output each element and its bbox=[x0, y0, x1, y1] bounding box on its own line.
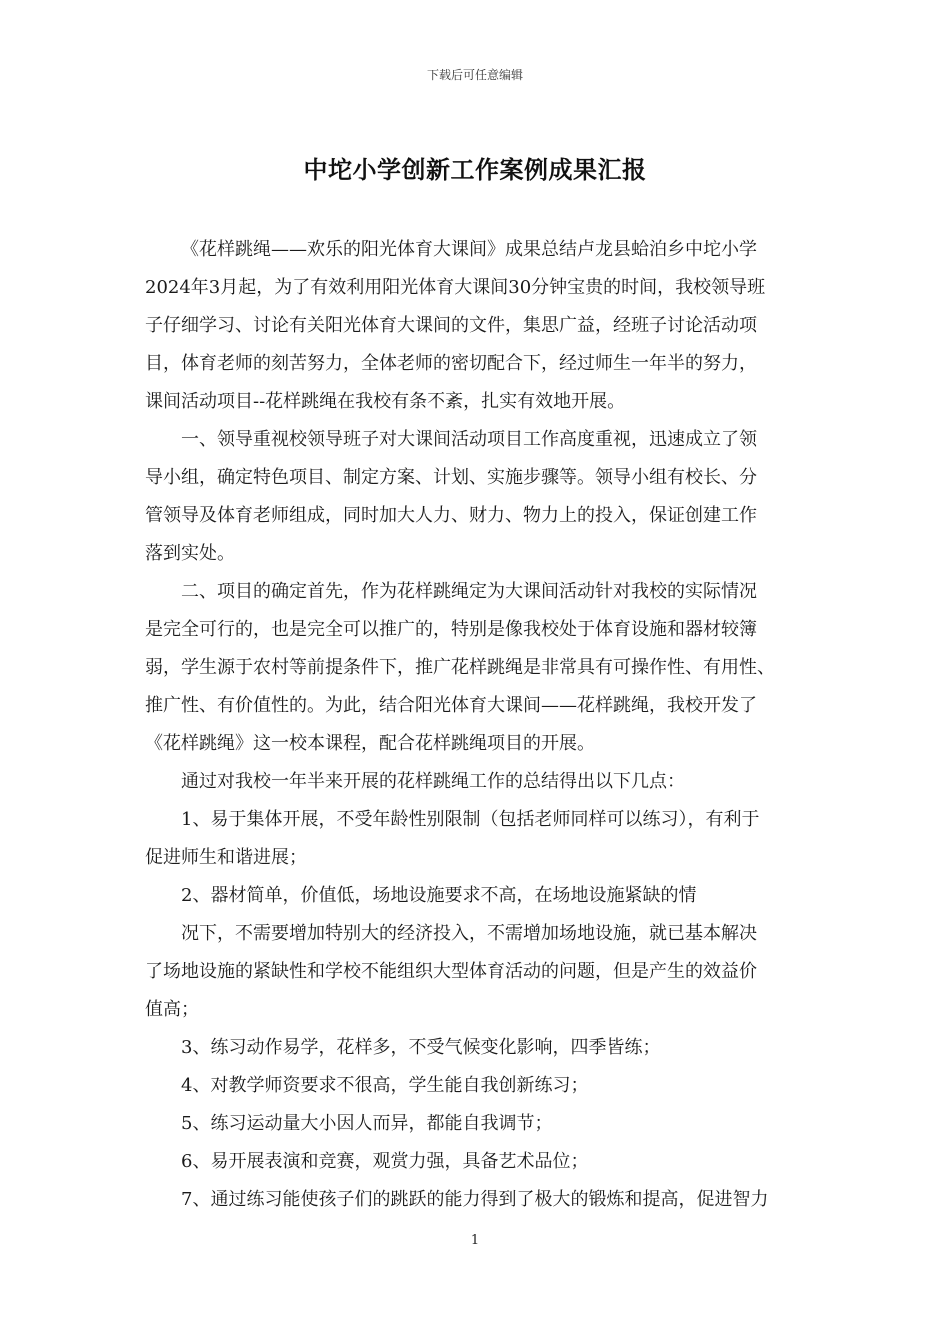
paragraph-line: 是完全可行的，也是完全可以推广的，特别是像我校处于体育设施和器材较簿 bbox=[145, 619, 757, 640]
paragraph-line: 推广性、有价值性的。为此，结合阳光体育大课间——花样跳绳，我校开发了 bbox=[145, 695, 757, 716]
list-item-line: 3、练习动作易学，花样多，不受气候变化影响，四季皆练； bbox=[181, 1037, 661, 1058]
document-title: 中坨小学创新工作案例成果汇报 bbox=[303, 155, 647, 184]
paragraph-line: 管领导及体育老师组成，同时加大人力、财力、物力上的投入，保证创建工作 bbox=[145, 505, 757, 526]
list-item-line: 7、通过练习能使孩子们的跳跃的能力得到了极大的锻炼和提高，促进智力 bbox=[181, 1189, 769, 1210]
list-item-line: 值高； bbox=[145, 999, 199, 1020]
paragraph-line: 课间活动项目--花样跳绳在我校有条不紊，扎实有效地开展。 bbox=[145, 391, 626, 412]
paragraph-line: 二、项目的确定首先，作为花样跳绳定为大课间活动针对我校的实际情况 bbox=[181, 581, 757, 602]
header-note: 下载后可任意编辑 bbox=[426, 68, 523, 82]
paragraph-line: 通过对我校一年半来开展的花样跳绳工作的总结得出以下几点： bbox=[181, 771, 685, 792]
page-number: 1 bbox=[470, 1233, 480, 1248]
paragraph-line: 《花样跳绳》这一校本课程，配合花样跳绳项目的开展。 bbox=[145, 733, 595, 754]
list-item-line: 6、易开展表演和竞赛，观赏力强，具备艺术品位； bbox=[181, 1151, 589, 1172]
paragraph-line: 2024年3月起，为了有效利用阳光体育大课间30分钟宝贵的时间，我校领导班 bbox=[145, 277, 766, 298]
list-item-line: 1、易于集体开展，不受年龄性别限制（包括老师同样可以练习），有利于 bbox=[181, 809, 760, 830]
document-body bbox=[145, 231, 821, 1219]
list-item-line: 促进师生和谐进展； bbox=[145, 847, 307, 868]
paragraph-line: 一、领导重视校领导班子对大课间活动项目工作高度重视，迅速成立了领 bbox=[181, 429, 757, 450]
list-item-line: 了场地设施的紧缺性和学校不能组织大型体育活动的问题，但是产生的效益价 bbox=[145, 961, 757, 982]
paragraph-line: 子仔细学习、讨论有关阳光体育大课间的文件，集思广益，经班子讨论活动项 bbox=[145, 315, 757, 336]
paragraph-line: 导小组，确定特色项目、制定方案、计划、实施步骤等。领导小组有校长、分 bbox=[145, 467, 757, 488]
paragraph-line: 落到实处。 bbox=[145, 543, 235, 564]
paragraph-line: 目，体育老师的刻苦努力，全体老师的密切配合下，经过师生一年半的努力， bbox=[145, 353, 757, 374]
list-item-line: 4、对教学师资要求不很高，学生能自我创新练习； bbox=[181, 1075, 589, 1096]
paragraph-line: 弱，学生源于农村等前提条件下，推广花样跳绳是非常具有可操作性、有用性、 bbox=[145, 657, 775, 678]
list-item-line: 况下，不需要增加特别大的经济投入，不需增加场地设施，就已基本解决 bbox=[181, 923, 757, 944]
list-item-line: 5、练习运动量大小因人而异，都能自我调节； bbox=[181, 1113, 553, 1134]
paragraph-line: 《花样跳绳——欢乐的阳光体育大课间》成果总结卢龙县蛤泊乡中坨小学 bbox=[181, 239, 757, 260]
list-item-line: 2、器材简单，价值低，场地设施要求不高，在场地设施紧缺的情 bbox=[181, 885, 697, 906]
